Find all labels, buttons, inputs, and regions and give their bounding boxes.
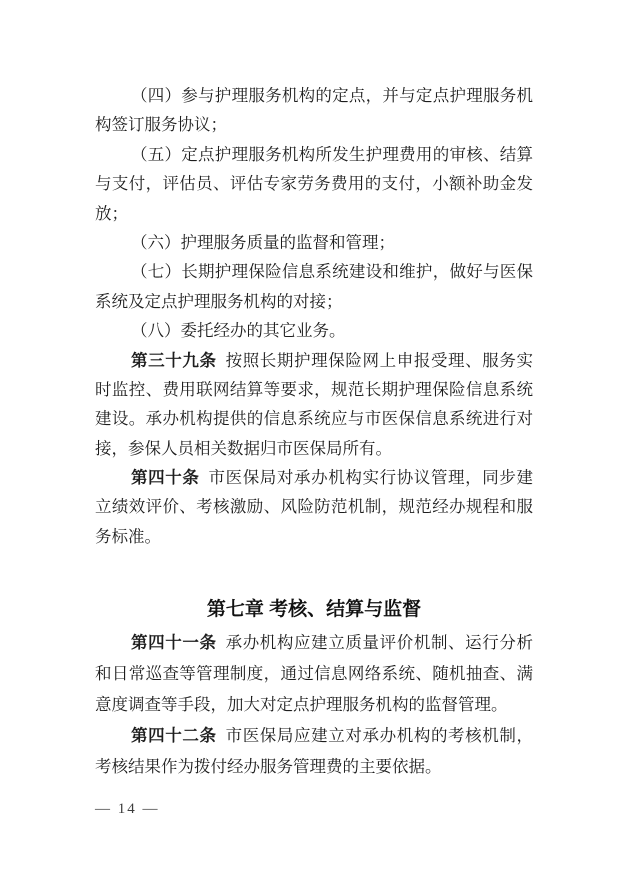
article-number-label: 第四十二条 (131, 727, 217, 746)
article-number-label: 第四十条 (131, 469, 200, 488)
paragraph-line-article-40 (95, 463, 533, 492)
paragraph-line-article-42 (95, 720, 533, 751)
paragraph-line: 考核结果作为拨付经办服务管理费的主要依据。 (95, 757, 442, 777)
paragraph-text: 市医保局应建立对承办机构的考核机制， (225, 726, 533, 746)
paragraph-line: 与支付，评估员、评估专家劳务费用的支付，小额补助金发 (95, 174, 533, 194)
paragraph-line: 建设。承办机构提供的信息系统应与市医保信息系统进行对 (95, 409, 533, 429)
paragraph-line: 意度调查等手段，加大对定点护理服务机构的监督管理。 (95, 695, 508, 715)
article-number-label: 第三十九条 (131, 351, 217, 370)
paragraph-line: 和日常巡查等管理制度，通过信息网络系统、随机抽查、满 (95, 664, 533, 684)
chapter-heading: 第七章 考核、结算与监督 (206, 599, 422, 621)
paragraph-line: 放； (95, 203, 128, 223)
paragraph-line: 系统及定点护理服务机构的对接； (95, 291, 343, 311)
paragraph-line: 接，参保人员相关数据归市医保局所有。 (95, 438, 392, 458)
paragraph-line: 时监控、费用联网结算等要求，规范长期护理保险信息系统 (95, 379, 533, 399)
paragraph-line: 构签订服务协议； (95, 115, 227, 135)
page-number: — 14 — (95, 801, 160, 817)
paragraph-text: 市医保局对承办机构实行协议管理，同步建 (208, 468, 533, 488)
paragraph-line: （八）委托经办的其它业务。 (131, 321, 346, 341)
paragraph-line: 立绩效评价、考核激励、风险防范机制，规范经办规程和服 (95, 497, 533, 517)
document-body (95, 81, 533, 782)
paragraph-text: 承办机构应建立质量评价机制、运行分析 (225, 633, 533, 653)
paragraph-line: （四）参与护理服务机构的定点，并与定点护理服务机 (131, 86, 533, 105)
article-number-label: 第四十一条 (131, 634, 217, 653)
paragraph-text: 按照长期护理保险网上申报受理、服务实 (225, 350, 533, 370)
paragraph-line-article-41 (95, 627, 533, 658)
paragraph-line: （七）长期护理保险信息系统建设和维护，做好与医保 (131, 262, 533, 282)
paragraph-line-article-39 (95, 346, 533, 375)
paragraph-line: （五）定点护理服务机构所发生护理费用的审核、结算 (131, 144, 533, 164)
paragraph-line: 务标准。 (95, 526, 161, 546)
paragraph-line: （六）护理服务质量的监督和管理； (131, 232, 395, 252)
